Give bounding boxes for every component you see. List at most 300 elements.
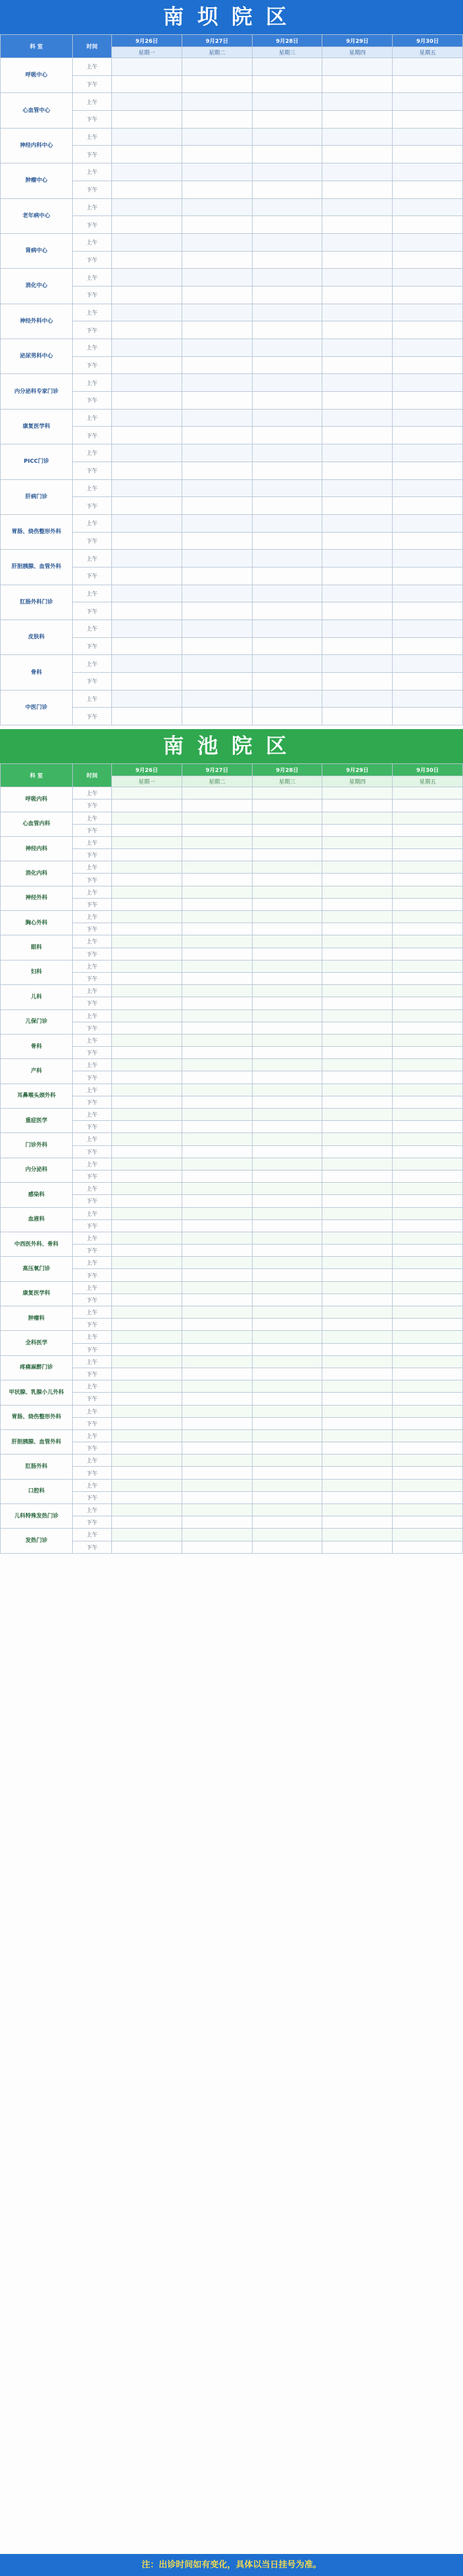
doctor-cell <box>393 1294 463 1306</box>
doctor-cell <box>393 128 463 146</box>
doctor-cell <box>393 1429 463 1442</box>
doctor-cell <box>322 128 393 146</box>
doctor-cell <box>322 1455 393 1467</box>
doctor-cell <box>322 1467 393 1479</box>
session-label: 下午 <box>73 602 112 620</box>
roster-row <box>1 198 463 216</box>
doctor-cell <box>182 128 252 146</box>
doctor-cell <box>182 444 252 462</box>
doctor-cell <box>252 1343 322 1355</box>
doctor-cell <box>393 1071 463 1084</box>
session-label: 下午 <box>73 1442 112 1455</box>
doctor-cell <box>322 1183 393 1195</box>
doctor-cell <box>322 111 393 129</box>
doctor-cell <box>252 216 322 234</box>
doctor-cell <box>182 911 252 923</box>
roster-row <box>1 444 463 462</box>
department-name: 神经内科中心 <box>1 128 73 163</box>
session-label: 上午 <box>73 233 112 251</box>
doctor-cell <box>182 935 252 948</box>
doctor-cell <box>112 1232 182 1244</box>
roster-row <box>1 304 463 321</box>
roster-row <box>1 1405 463 1417</box>
session-label: 上午 <box>73 1109 112 1121</box>
department-name: 心血管中心 <box>1 93 73 128</box>
roster-body-nanchi <box>1 787 463 1554</box>
session-label: 下午 <box>73 1294 112 1306</box>
roster-row <box>1 339 463 357</box>
doctor-cell <box>322 1355 393 1368</box>
doctor-cell <box>252 849 322 861</box>
department-name: 康复医学科 <box>1 1281 73 1306</box>
roster-row <box>1 1109 463 1121</box>
department-name: 内分泌科专家门诊 <box>1 374 73 409</box>
doctor-cell <box>182 58 252 76</box>
doctor-cell <box>252 286 322 304</box>
department-name: 发热门诊 <box>1 1529 73 1553</box>
doctor-cell <box>322 216 393 234</box>
doctor-cell <box>252 550 322 567</box>
roster-table-nanchi <box>0 763 463 1554</box>
roster-row <box>1 233 463 251</box>
session-label: 上午 <box>73 985 112 997</box>
doctor-cell <box>252 111 322 129</box>
doctor-cell <box>182 824 252 836</box>
doctor-cell <box>393 462 463 479</box>
roster-row <box>1 1232 463 1244</box>
doctor-cell <box>322 1109 393 1121</box>
session-label: 上午 <box>73 1504 112 1516</box>
doctor-cell <box>322 1306 393 1319</box>
doctor-cell <box>182 111 252 129</box>
doctor-cell <box>252 1183 322 1195</box>
header-date: 9月29日 <box>322 764 393 776</box>
doctor-cell <box>182 1183 252 1195</box>
doctor-cell <box>182 1294 252 1306</box>
session-label: 下午 <box>73 1541 112 1553</box>
doctor-cell <box>393 286 463 304</box>
doctor-cell <box>252 1368 322 1380</box>
roster-row <box>1 812 463 824</box>
session-label: 上午 <box>73 1479 112 1491</box>
doctor-cell <box>252 911 322 923</box>
doctor-cell <box>393 655 463 673</box>
department-name: 消化内科 <box>1 861 73 886</box>
doctor-cell <box>252 1195 322 1207</box>
roster-row <box>1 93 463 111</box>
doctor-cell <box>182 1405 252 1417</box>
doctor-cell <box>393 948 463 960</box>
doctor-cell <box>182 1109 252 1121</box>
doctor-cell <box>112 1467 182 1479</box>
doctor-cell <box>182 997 252 1009</box>
doctor-cell <box>393 374 463 392</box>
roster-row <box>1 585 463 602</box>
doctor-cell <box>112 1455 182 1467</box>
header-time: 时间 <box>73 35 112 58</box>
doctor-cell <box>393 620 463 638</box>
doctor-cell <box>322 1071 393 1084</box>
doctor-cell <box>393 972 463 984</box>
doctor-cell <box>112 1096 182 1108</box>
doctor-cell <box>182 1158 252 1170</box>
header-date: 9月28日 <box>252 35 322 47</box>
roster-row <box>1 655 463 673</box>
doctor-cell <box>252 972 322 984</box>
session-label: 上午 <box>73 1380 112 1393</box>
doctor-cell <box>112 1306 182 1319</box>
doctor-cell <box>112 321 182 339</box>
doctor-cell <box>182 1022 252 1034</box>
doctor-cell <box>112 911 182 923</box>
doctor-cell <box>252 1059 322 1071</box>
doctor-cell <box>112 374 182 392</box>
roster-row <box>1 886 463 898</box>
doctor-cell <box>112 1429 182 1442</box>
session-label: 上午 <box>73 1158 112 1170</box>
doctor-cell <box>112 163 182 181</box>
session-label: 上午 <box>73 1133 112 1145</box>
doctor-cell <box>322 836 393 848</box>
doctor-cell <box>112 514 182 532</box>
session-label: 上午 <box>73 1529 112 1541</box>
department-name: PICC门诊 <box>1 444 73 479</box>
doctor-cell <box>112 1368 182 1380</box>
doctor-cell <box>322 427 393 444</box>
session-label: 下午 <box>73 321 112 339</box>
doctor-cell <box>322 198 393 216</box>
doctor-cell <box>252 1047 322 1059</box>
doctor-cell <box>322 620 393 638</box>
doctor-cell <box>393 1269 463 1281</box>
doctor-cell <box>112 849 182 861</box>
doctor-cell <box>182 972 252 984</box>
doctor-cell <box>252 861 322 874</box>
session-label: 上午 <box>73 812 112 824</box>
department-name: 中西医外科、骨科 <box>1 1232 73 1256</box>
doctor-cell <box>182 497 252 515</box>
roster-row <box>1 550 463 567</box>
doctor-cell <box>252 128 322 146</box>
doctor-cell <box>182 861 252 874</box>
session-label: 上午 <box>73 1455 112 1467</box>
doctor-cell <box>393 1207 463 1219</box>
department-name: 血液科 <box>1 1207 73 1232</box>
header-dept: 科 室 <box>1 764 73 787</box>
doctor-cell <box>393 1455 463 1467</box>
doctor-cell <box>112 216 182 234</box>
session-label: 下午 <box>73 1343 112 1355</box>
doctor-cell <box>182 1467 252 1479</box>
doctor-cell <box>112 985 182 997</box>
doctor-cell <box>252 886 322 898</box>
department-name: 老年病中心 <box>1 198 73 233</box>
doctor-cell <box>182 1133 252 1145</box>
doctor-cell <box>393 960 463 972</box>
doctor-cell <box>393 479 463 497</box>
doctor-cell <box>393 58 463 76</box>
doctor-cell <box>393 1245 463 1257</box>
doctor-cell <box>252 1442 322 1455</box>
department-name: 重症医学 <box>1 1109 73 1133</box>
doctor-cell <box>322 392 393 410</box>
doctor-cell <box>252 673 322 691</box>
session-label: 下午 <box>73 1022 112 1034</box>
header-weekday: 星期三 <box>252 776 322 787</box>
roster-row <box>1 911 463 923</box>
doctor-cell <box>252 1257 322 1269</box>
doctor-cell <box>112 1022 182 1034</box>
doctor-cell <box>182 1529 252 1541</box>
doctor-cell <box>112 637 182 655</box>
doctor-cell <box>112 479 182 497</box>
doctor-cell <box>322 874 393 886</box>
doctor-cell <box>393 1504 463 1516</box>
doctor-cell <box>182 75 252 93</box>
department-name: 肛肠外科门诊 <box>1 585 73 620</box>
session-label: 上午 <box>73 1207 112 1219</box>
doctor-cell <box>252 233 322 251</box>
doctor-cell <box>252 836 322 848</box>
doctor-cell <box>252 567 322 585</box>
doctor-cell <box>112 497 182 515</box>
doctor-cell <box>112 1109 182 1121</box>
doctor-cell <box>182 1071 252 1084</box>
doctor-cell <box>252 1109 322 1121</box>
department-name: 神经外科中心 <box>1 304 73 339</box>
doctor-cell <box>182 427 252 444</box>
session-label: 下午 <box>73 462 112 479</box>
roster-row <box>1 1257 463 1269</box>
doctor-cell <box>182 392 252 410</box>
doctor-cell <box>252 1245 322 1257</box>
doctor-cell <box>393 1355 463 1368</box>
session-label: 上午 <box>73 836 112 848</box>
doctor-cell <box>112 1257 182 1269</box>
header-time: 时间 <box>73 764 112 787</box>
roster-row <box>1 374 463 392</box>
doctor-cell <box>393 356 463 374</box>
roster-row <box>1 861 463 874</box>
session-label: 下午 <box>73 1096 112 1108</box>
doctor-cell <box>322 1207 393 1219</box>
doctor-cell <box>112 1331 182 1343</box>
doctor-cell <box>393 1158 463 1170</box>
roster-row <box>1 1009 463 1022</box>
doctor-cell <box>182 1145 252 1158</box>
doctor-cell <box>252 1504 322 1516</box>
doctor-cell <box>252 1541 322 1553</box>
doctor-cell <box>393 514 463 532</box>
session-label: 上午 <box>73 444 112 462</box>
doctor-cell <box>182 304 252 321</box>
doctor-cell <box>393 1183 463 1195</box>
session-label: 上午 <box>73 960 112 972</box>
doctor-cell <box>252 497 322 515</box>
doctor-cell <box>252 637 322 655</box>
session-label: 上午 <box>73 374 112 392</box>
doctor-cell <box>393 1133 463 1145</box>
session-label: 下午 <box>73 181 112 198</box>
session-label: 上午 <box>73 339 112 357</box>
doctor-cell <box>322 708 393 725</box>
doctor-cell <box>322 886 393 898</box>
doctor-cell <box>112 1281 182 1294</box>
doctor-cell <box>393 1380 463 1393</box>
doctor-cell <box>182 1417 252 1429</box>
doctor-cell <box>393 1541 463 1553</box>
doctor-cell <box>252 339 322 357</box>
doctor-cell <box>393 849 463 861</box>
doctor-cell <box>393 824 463 836</box>
doctor-cell <box>252 374 322 392</box>
doctor-cell <box>252 146 322 163</box>
doctor-cell <box>182 1084 252 1096</box>
doctor-cell <box>393 708 463 725</box>
doctor-cell <box>112 585 182 602</box>
doctor-cell <box>322 1195 393 1207</box>
doctor-cell <box>252 58 322 76</box>
doctor-cell <box>182 1281 252 1294</box>
doctor-cell <box>112 787 182 799</box>
doctor-cell <box>252 985 322 997</box>
doctor-cell <box>393 1368 463 1380</box>
department-name: 妇科 <box>1 960 73 984</box>
doctor-cell <box>112 444 182 462</box>
header-date: 9月26日 <box>112 35 182 47</box>
doctor-cell <box>252 620 322 638</box>
doctor-cell <box>112 1417 182 1429</box>
doctor-cell <box>393 1516 463 1529</box>
doctor-cell <box>112 1491 182 1503</box>
department-name: 儿保门诊 <box>1 1009 73 1034</box>
doctor-cell <box>322 532 393 550</box>
roster-row <box>1 960 463 972</box>
doctor-cell <box>322 1219 393 1232</box>
doctor-cell <box>322 269 393 286</box>
doctor-cell <box>393 836 463 848</box>
doctor-cell <box>182 216 252 234</box>
campus-title-nanba: 南坝院区 <box>0 0 463 34</box>
doctor-cell <box>182 1009 252 1022</box>
doctor-cell <box>393 637 463 655</box>
doctor-cell <box>252 269 322 286</box>
doctor-cell <box>252 514 322 532</box>
doctor-cell <box>112 1355 182 1368</box>
doctor-cell <box>182 374 252 392</box>
doctor-cell <box>393 1405 463 1417</box>
doctor-cell <box>112 1158 182 1170</box>
doctor-cell <box>322 935 393 948</box>
department-name: 高压氧门诊 <box>1 1257 73 1281</box>
doctor-cell <box>393 1084 463 1096</box>
doctor-cell <box>182 251 252 269</box>
roster-row <box>1 1207 463 1219</box>
doctor-cell <box>393 1034 463 1046</box>
roster-body-nanba <box>1 58 463 725</box>
session-label: 下午 <box>73 972 112 984</box>
doctor-cell <box>393 1219 463 1232</box>
doctor-cell <box>252 163 322 181</box>
session-label: 下午 <box>73 1393 112 1405</box>
doctor-cell <box>322 1294 393 1306</box>
doctor-cell <box>112 1034 182 1046</box>
roster-row <box>1 409 463 427</box>
doctor-cell <box>182 1393 252 1405</box>
doctor-cell <box>182 1207 252 1219</box>
doctor-cell <box>393 1059 463 1071</box>
roster-row <box>1 269 463 286</box>
doctor-cell <box>182 1343 252 1355</box>
session-label: 上午 <box>73 514 112 532</box>
department-name: 肿瘤科 <box>1 1306 73 1331</box>
doctor-cell <box>322 997 393 1009</box>
session-label: 上午 <box>73 886 112 898</box>
roster-row <box>1 836 463 848</box>
doctor-cell <box>252 1170 322 1182</box>
session-label: 上午 <box>73 128 112 146</box>
doctor-cell <box>252 1417 322 1429</box>
session-label: 上午 <box>73 163 112 181</box>
session-label: 下午 <box>73 1219 112 1232</box>
doctor-cell <box>252 1269 322 1281</box>
session-label: 下午 <box>73 1319 112 1331</box>
doctor-cell <box>252 392 322 410</box>
doctor-cell <box>322 1479 393 1491</box>
doctor-cell <box>252 602 322 620</box>
doctor-cell <box>182 1121 252 1133</box>
session-label: 上午 <box>73 1084 112 1096</box>
doctor-cell <box>322 1232 393 1244</box>
doctor-cell <box>252 923 322 935</box>
doctor-cell <box>182 339 252 357</box>
doctor-cell <box>322 550 393 567</box>
session-label: 上午 <box>73 1034 112 1046</box>
session-label: 下午 <box>73 1368 112 1380</box>
doctor-cell <box>322 637 393 655</box>
doctor-cell <box>182 1306 252 1319</box>
session-label: 下午 <box>73 799 112 812</box>
doctor-cell <box>252 935 322 948</box>
department-name: 骨科 <box>1 655 73 690</box>
doctor-cell <box>322 497 393 515</box>
doctor-cell <box>182 1195 252 1207</box>
doctor-cell <box>182 356 252 374</box>
doctor-cell <box>182 1380 252 1393</box>
doctor-cell <box>252 532 322 550</box>
header-weekday: 星期五 <box>393 47 463 58</box>
header-weekday: 星期一 <box>112 47 182 58</box>
doctor-cell <box>112 111 182 129</box>
department-name: 神经外科 <box>1 886 73 910</box>
doctor-cell <box>252 1034 322 1046</box>
doctor-cell <box>322 1145 393 1158</box>
doctor-cell <box>322 1121 393 1133</box>
doctor-cell <box>252 1355 322 1368</box>
session-label: 上午 <box>73 479 112 497</box>
department-name: 口腔科 <box>1 1479 73 1503</box>
doctor-cell <box>252 585 322 602</box>
roster-row <box>1 128 463 146</box>
doctor-cell <box>182 146 252 163</box>
session-label: 下午 <box>73 1516 112 1529</box>
doctor-cell <box>112 1245 182 1257</box>
department-name: 肝病门诊 <box>1 479 73 514</box>
session-label: 上午 <box>73 93 112 111</box>
doctor-cell <box>322 444 393 462</box>
session-label: 下午 <box>73 1491 112 1503</box>
roster-row <box>1 1479 463 1491</box>
